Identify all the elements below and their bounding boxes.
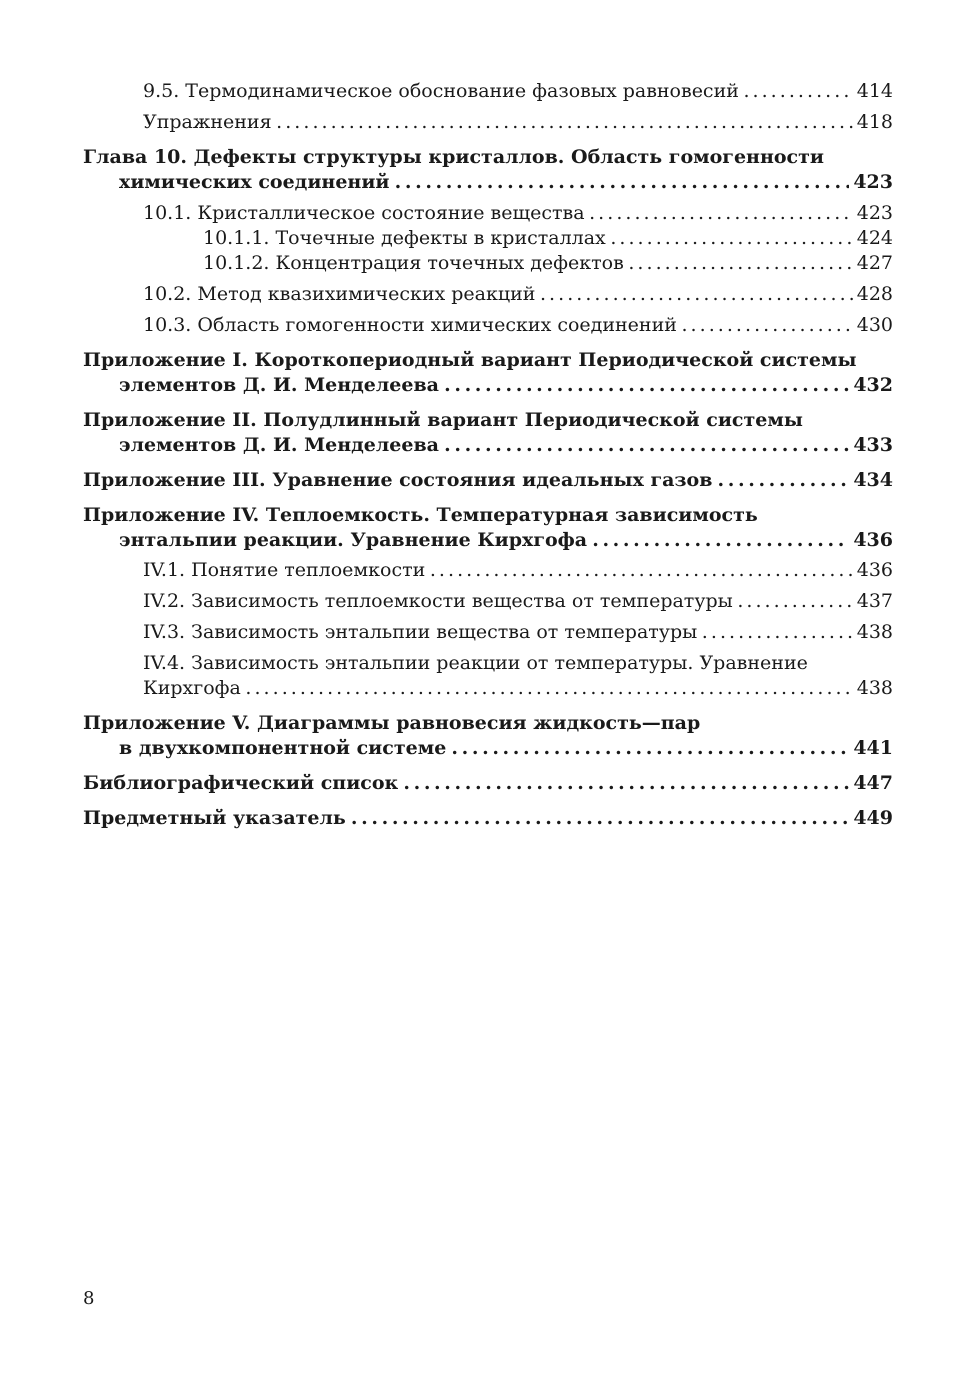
- toc-page-number: 414: [853, 79, 893, 104]
- page-number: 8: [83, 1288, 95, 1309]
- toc-entry-title: 10.1.1. Точечные дефекты в кристаллах . . .: [203, 227, 893, 249]
- toc-entry-iv-4: [83, 651, 893, 701]
- toc-page-number: 418: [853, 110, 893, 135]
- toc-page-number: 433: [849, 433, 893, 458]
- table-of-contents: [83, 79, 893, 831]
- toc-entry-title: Библиографический список . . .: [83, 772, 893, 794]
- toc-entry-10-1: [83, 201, 893, 226]
- toc-appendix-2: [83, 408, 893, 458]
- toc-chapter-title-line1: Приложение I. Короткопериодный вариант Периодической системы: [83, 349, 857, 371]
- toc-entry-title: Приложение III. Уравнение состояния идеальных газов . . .: [83, 469, 893, 491]
- toc-page-number: 423: [849, 170, 893, 195]
- toc-page-number: 427: [853, 251, 893, 276]
- toc-entry-9-5: [83, 79, 893, 104]
- toc-appendix-1: [83, 348, 893, 398]
- toc-page-number: 438: [853, 676, 893, 701]
- toc-chapter-title-line1: Глава 10. Дефекты структуры кристаллов. Область гомогенности: [83, 146, 824, 168]
- toc-page-number: 437: [853, 589, 893, 614]
- toc-entry-title: 9.5. Термодинамическое обоснование фазовых равновесий . . .: [143, 80, 893, 102]
- toc-chapter-title-line2: [83, 433, 893, 458]
- toc-chapter-title-line2: [83, 170, 893, 195]
- toc-entry-10-1-2: [83, 251, 893, 276]
- toc-chapter-title-line1: [83, 771, 893, 796]
- toc-entry-title: энтальпии реакции. Уравнение Кирхгофа . . .: [119, 529, 893, 551]
- toc-page-number: 432: [849, 373, 893, 398]
- toc-chapter-title-line1: Приложение II. Полудлинный вариант Периодической системы: [83, 409, 803, 431]
- toc-entry-title: 10.2. Метод квазихимических реакций . . .: [143, 283, 893, 305]
- toc-entry-10-3: [83, 313, 893, 338]
- toc-entry-title: IV.1. Понятие теплоемкости . . .: [143, 559, 893, 581]
- toc-entry-title-line2: [83, 676, 893, 701]
- toc-page-number: 436: [853, 558, 893, 583]
- toc-page-number: 424: [853, 226, 893, 251]
- toc-entry-iv-1: [83, 558, 893, 583]
- toc-page-number: 434: [849, 468, 893, 493]
- toc-chapter-title-line1: Приложение IV. Теплоемкость. Температурная зависимость: [83, 504, 758, 526]
- toc-page-number: 449: [849, 806, 893, 831]
- toc-subject-index: [83, 806, 893, 831]
- toc-chapter-10: [83, 145, 893, 195]
- toc-entry-title: 10.1. Кристаллическое состояние вещества . . .: [143, 202, 893, 224]
- toc-entry-exercises: [83, 110, 893, 135]
- toc-page-number: 436: [849, 528, 893, 553]
- toc-appendix-4: [83, 503, 893, 553]
- toc-page-number: 423: [853, 201, 893, 226]
- toc-entry-title: 10.1.2. Концентрация точечных дефектов . . .: [203, 252, 893, 274]
- toc-entry-iv-2: [83, 589, 893, 614]
- toc-entry-title: Упражнения . . .: [143, 111, 893, 133]
- toc-page-number: 441: [849, 736, 893, 761]
- toc-appendix-5: [83, 711, 893, 761]
- toc-entry-title: элементов Д. И. Менделеева . . .: [119, 374, 893, 396]
- toc-entry-title: IV.2. Зависимость теплоемкости вещества от температуры . . .: [143, 590, 893, 612]
- toc-bibliography: [83, 771, 893, 796]
- toc-entry-title: IV.3. Зависимость энтальпии вещества от температуры . . .: [143, 621, 893, 643]
- toc-entry-10-1-1: [83, 226, 893, 251]
- toc-chapter-title-line2: [83, 373, 893, 398]
- toc-entry-title: элементов Д. И. Менделеева . . .: [119, 434, 893, 456]
- toc-chapter-title-line2: [83, 528, 893, 553]
- toc-chapter-title-line1: [83, 806, 893, 831]
- toc-entry-title: 10.3. Область гомогенности химических соединений . . .: [143, 314, 893, 336]
- toc-page-number: 438: [853, 620, 893, 645]
- toc-page-number: 428: [853, 282, 893, 307]
- toc-entry-title: химических соединений . . .: [119, 171, 893, 193]
- toc-entry-iv-3: [83, 620, 893, 645]
- toc-chapter-title-line1: Приложение V. Диаграммы равновесия жидкость—пар: [83, 712, 701, 734]
- toc-page-number: 430: [853, 313, 893, 338]
- toc-chapter-title-line2: [83, 736, 893, 761]
- toc-chapter-title-line1: [83, 468, 893, 493]
- toc-entry-title: в двухкомпонентной системе . . .: [119, 737, 893, 759]
- toc-page-number: 447: [849, 771, 893, 796]
- toc-entry-title: Кирхгофа . . .: [143, 677, 893, 699]
- toc-entry-10-2: [83, 282, 893, 307]
- toc-entry-title: Предметный указатель . . .: [83, 807, 893, 829]
- toc-entry-title-line1: IV.4. Зависимость энтальпии реакции от температуры. Уравнение: [143, 652, 808, 674]
- toc-appendix-3: [83, 468, 893, 493]
